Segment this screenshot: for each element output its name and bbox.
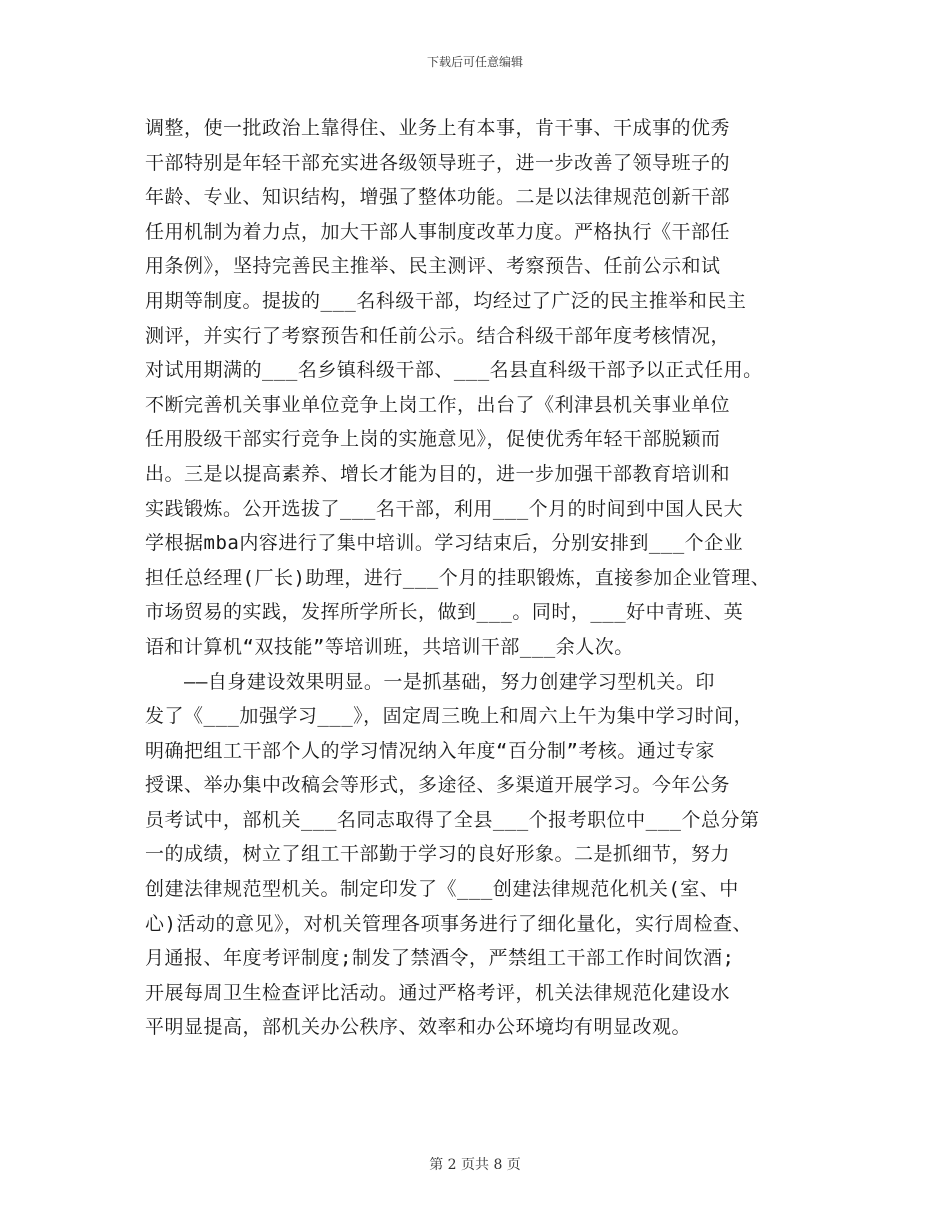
text-line: 语和计算机“双技能”等培训班，共培训干部___余人次。 [145,635,634,658]
text-line: 不断完善机关事业单位竞争上岗工作，出台了《利津县机关事业单位 [145,393,731,416]
text-line: 年龄、专业、知识结构，增强了整体功能。二是以法律规范创新干部 [145,186,731,209]
text-line: 开展每周卫生检查评比活动。通过严格考评，机关法律规范化建设水 [145,981,731,1004]
text-line: 一的成绩，树立了组工干部勤于学习的良好形象。二是抓细节，努力 [145,843,731,866]
document-body [145,111,825,1045]
text-line: 授课、举办集中改稿会等形式，多途径、多渠道开展学习。今年公务 [145,774,731,797]
text-line: 出。三是以提高素养、增长才能为目的，进一步加强干部教育培训和 [145,462,731,485]
text-line: 任用股级干部实行竞争上岗的实施意见》，促使优秀年轻干部脱颖而 [145,428,721,451]
text-line: 平明显提高，部机关办公秩序、效率和办公环境均有明显改观。 [145,1016,692,1039]
text-line: ——自身建设效果明显。一是抓基础，努力创建学习型机关。印 [145,670,715,693]
text-line: 用期等制度。提拔的___名科级干部，均经过了广泛的民主推举和民主 [145,289,747,312]
text-line: 担任总经理(厂长)助理，进行___个月的挂职锻炼，直接参加企业管理、 [145,566,771,589]
text-line: 干部特别是年轻干部充实进各级领导班子，进一步改善了领导班子的 [145,151,731,174]
text-line: 实践锻炼。公开选拔了___名干部，利用___个月的时间到中国人民大 [145,497,744,520]
text-line: 调整，使一批政治上靠得住、业务上有本事，肯干事、干成事的优秀 [145,117,731,139]
text-line: 发了《___加强学习___》，固定周三晚上和周六上午为集中学习时间， [145,705,754,728]
text-line: 明确把组工干部个人的学习情况纳入年度“百分制”考核。通过专家 [145,739,715,762]
page-footer: 第 2 页共 8 页 [429,1157,521,1173]
text-line: 创建法律规范型机关。制定印发了《___创建法律规范化机关(室、中 [145,878,739,901]
text-line: 心)活动的意见》，对机关管理各项事务进行了细化量化，实行周检查、 [145,912,752,935]
text-line: 员考试中，部机关___名同志取得了全县___个报考职位中___个总分第 [145,808,760,831]
text-line: 测评，并实行了考察预告和任前公示。结合科级干部年度考核情况， [145,324,731,347]
text-line: 市场贸易的实践，发挥所学所长，做到___。同时，___好中青班、英 [145,601,744,624]
text-line: 任用机制为着力点，加大干部人事制度改革力度。严格执行《干部任 [145,220,731,243]
text-line: 用条例》，坚持完善民主推举、民主测评、考察预告、任前公示和试 [145,255,721,278]
text-line: 学根据mba内容进行了集中培训。学习结束后，分别安排到___个企业 [145,532,744,555]
text-line: 月通报、年度考评制度;制发了禁酒令，严禁组工干部工作时间饮酒; [145,947,735,970]
page-header: 下载后可任意编辑 [426,55,523,69]
text-line: 对试用期满的___名乡镇科级干部、___名县直科级干部予以正式任用。 [145,359,763,382]
